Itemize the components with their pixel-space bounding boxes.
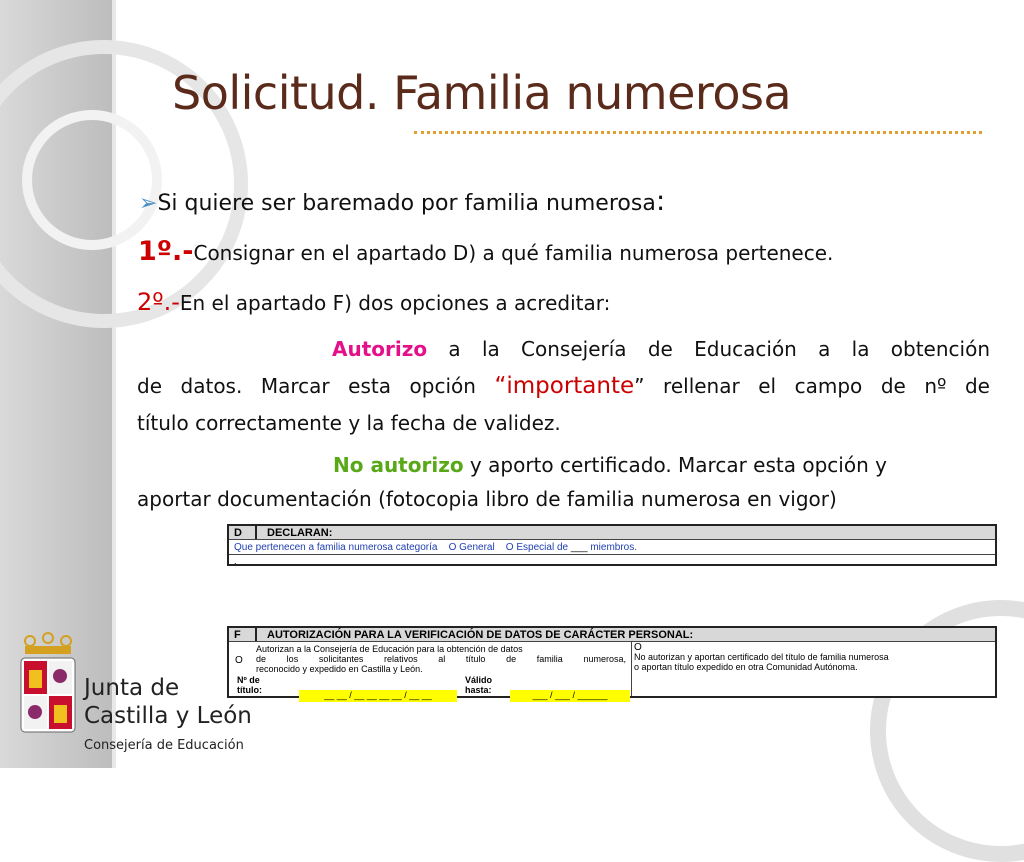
shield-icon xyxy=(21,658,75,732)
autorizo-line2-a: de datos. Marcar esta opción xyxy=(137,374,495,398)
no-autorizo-line2: aportar documentación (fotocopia libro de familia numerosa en vigor) xyxy=(137,487,837,511)
step1-number: 1º.- xyxy=(138,236,194,267)
form-f-letter: F xyxy=(229,628,257,641)
bullet-text: Si quiere ser baremado por familia numerosa xyxy=(157,191,656,216)
form-f-title-field[interactable]: __ __ / __ __ __ __ / __ __ xyxy=(299,690,457,702)
form-f-option1-line3: reconocido y expedido en Castilla y León. xyxy=(256,664,423,674)
form-f-option2-line2: o aportan título expedido en otra Comunidad Autónoma. xyxy=(634,662,858,672)
crown-icon xyxy=(25,633,71,654)
form-section-d xyxy=(227,524,997,566)
autorizo-line2-b: ” rellenar el campo de nº de xyxy=(634,374,990,398)
importante-label: “importante xyxy=(494,373,635,399)
form-d-row2 xyxy=(229,555,995,566)
form-d-suffix: miembros. xyxy=(587,541,637,553)
form-f-header xyxy=(229,628,995,642)
form-f-option2 xyxy=(632,642,995,696)
decorative-circle-small xyxy=(22,110,162,250)
form-d-row2-text: . xyxy=(234,555,237,566)
autorizo-line1 xyxy=(137,337,990,361)
page-title: Solicitud. Familia numerosa xyxy=(172,66,792,120)
form-d-row-text xyxy=(229,540,995,554)
no-autorizo-line1 xyxy=(333,453,887,477)
form-f-option1-line2: de los solicitantes relativos al título de familia numerosa, xyxy=(256,654,626,664)
form-f-title: AUTORIZACIÓN PARA LA VERIFICACIÓN DE DATOS DE CARÁCTER PERSONAL: xyxy=(267,628,694,641)
arrow-bullet-icon: ➢ xyxy=(139,191,158,216)
form-f-title-label: Nº de título: xyxy=(237,675,262,695)
step1-line xyxy=(138,236,833,267)
form-d-category: Que pertenecen a familia numerosa categoría O General O Especial de xyxy=(234,541,571,553)
step1-text: Consignar en el apartado D) a qué familia numerosa pertenece. xyxy=(193,241,834,265)
form-f-option1-line1: Autorizan a la Consejería de Educación para la obtención de datos xyxy=(256,644,523,654)
coat-of-arms-logo xyxy=(17,632,79,736)
form-f-option1 xyxy=(229,642,632,700)
form-f-option2-line1: No autorizan y aportan certificado del título de familia numerosa xyxy=(634,652,889,662)
autorizo-text: a la Consejería de Educación a la obtención xyxy=(427,337,990,361)
step2-text: En el apartado F) dos opciones a acreditar: xyxy=(179,291,611,315)
logo-line2: Castilla y León xyxy=(84,703,252,729)
logo-line1: Junta de xyxy=(84,675,180,701)
form-d-header xyxy=(229,526,995,540)
step2-number: 2º.- xyxy=(137,288,180,316)
step2-line xyxy=(137,288,610,316)
autorizo-line3: título correctamente y la fecha de validez. xyxy=(137,411,561,435)
bullet-colon: : xyxy=(655,184,666,217)
title-dotted-rule xyxy=(414,131,982,134)
form-f-valid-field[interactable]: ___ / ___ / ______ xyxy=(510,690,630,702)
no-autorizo-label: No autorizo xyxy=(333,453,464,477)
form-f-option1-radio[interactable]: O xyxy=(235,655,243,666)
logo-line3: Consejería de Educación xyxy=(84,738,244,753)
form-d-blank[interactable]: ___ xyxy=(570,541,588,553)
autorizo-label: Autorizo xyxy=(332,337,428,361)
form-section-f xyxy=(227,626,997,698)
form-d-title: DECLARAN: xyxy=(267,526,333,539)
form-d-row xyxy=(229,540,995,555)
form-d-letter: D xyxy=(229,526,257,539)
autorizo-line2 xyxy=(137,373,990,399)
form-f-option2-radio[interactable]: O xyxy=(634,642,642,653)
no-autorizo-text: y aporto certificado. Marcar esta opción y xyxy=(463,453,887,477)
form-f-valid-label: Válido hasta: xyxy=(465,675,493,695)
bullet-line xyxy=(139,184,665,217)
